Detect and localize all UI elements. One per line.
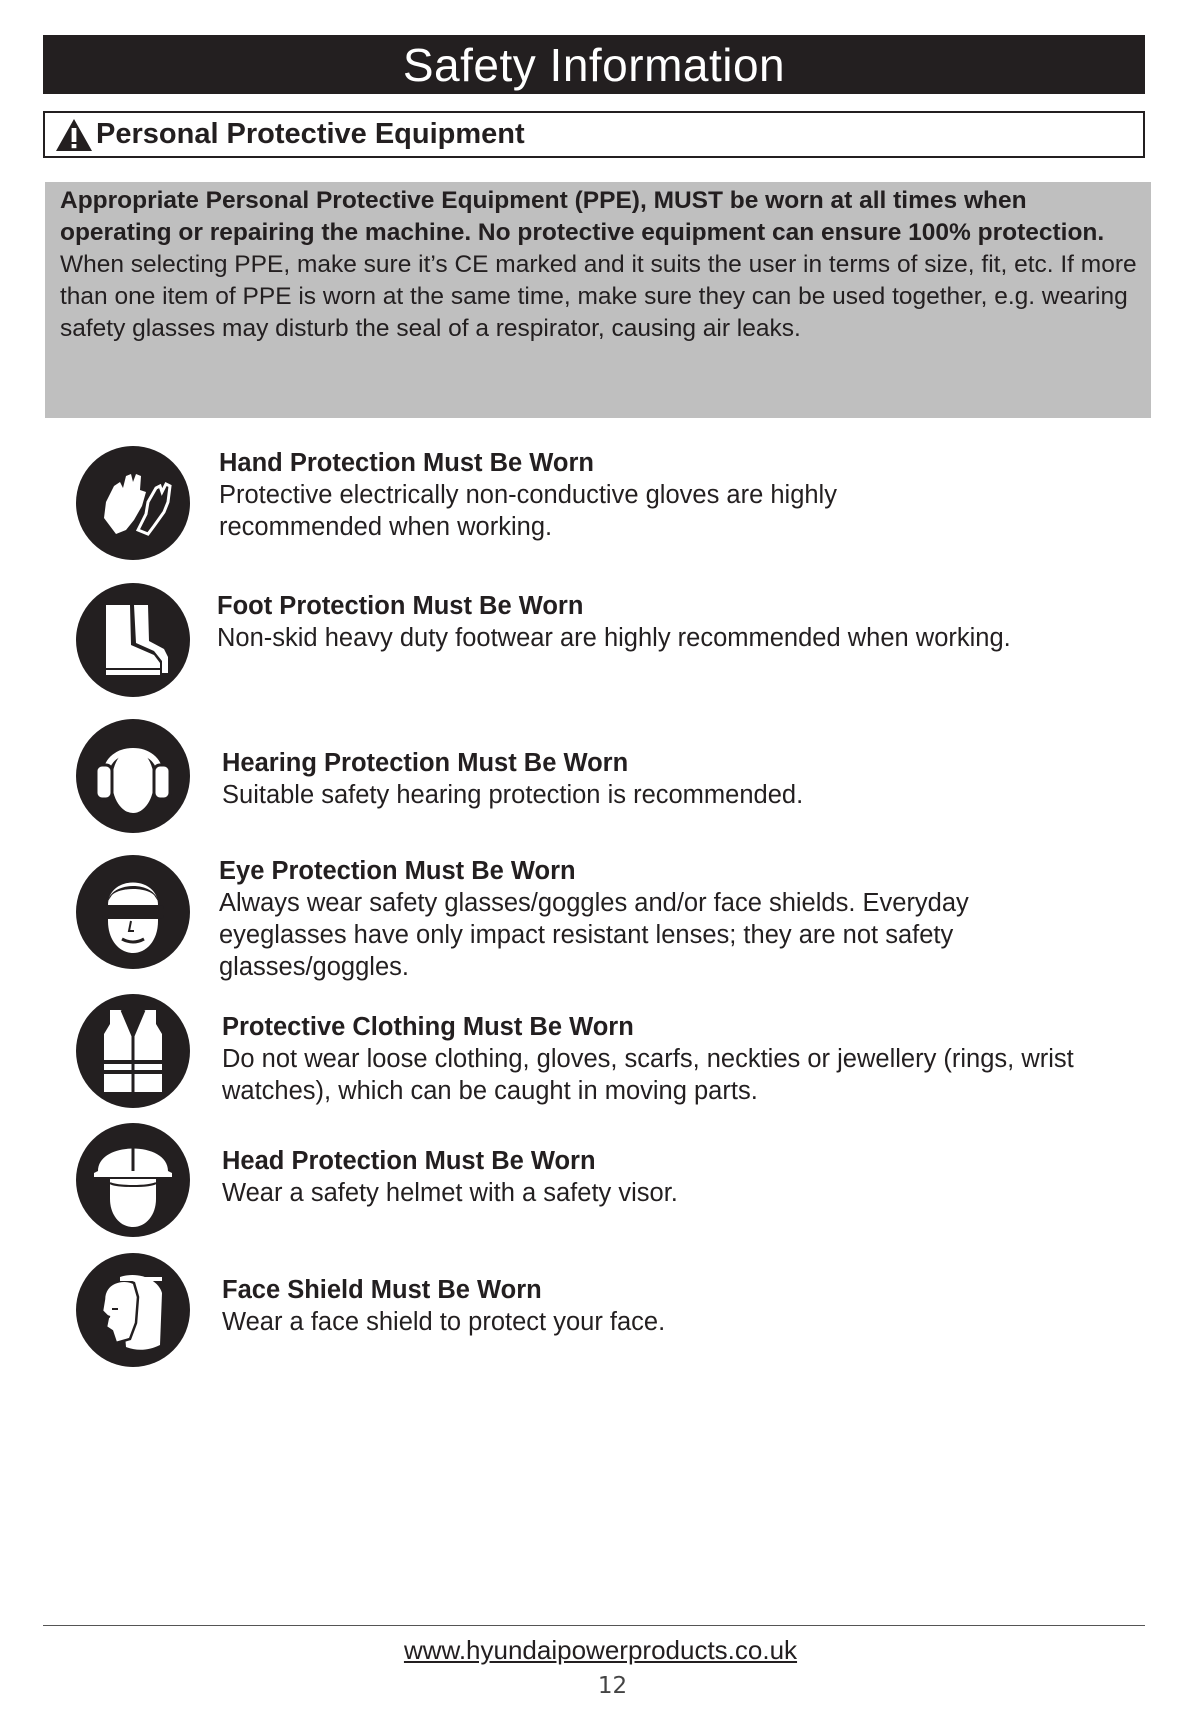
item-description: Always wear safety glasses/goggles and/or face shields. Everyday eyeglasses have only impact resistant lenses; they are not safety glasses/goggles. — [219, 889, 969, 981]
page-number: 12 — [597, 1673, 628, 1699]
item-description: Suitable safety hearing protection is recommended. — [222, 781, 804, 809]
footer-divider — [43, 1625, 1145, 1626]
ear-defenders-icon — [76, 719, 190, 833]
page-header — [43, 35, 1145, 94]
footer-website-link[interactable]: www.hyundaipowerproducts.co.uk — [403, 1635, 798, 1665]
notice-body-text: When selecting PPE, make sure it’s CE marked and it suits the user in terms of size, fit, etc. If more than one item of PPE is worn at the same time, make sure they can be used together, e.g. wearing safety glasses may disturb the seal of a respirator, causing air leaks. — [60, 251, 1137, 342]
safety-glasses-icon — [76, 855, 190, 969]
item-heading: Hearing Protection Must Be Worn — [222, 749, 629, 777]
item-heading: Eye Protection Must Be Worn — [219, 857, 576, 885]
ppe-notice — [45, 182, 1151, 418]
notice-bold-text: Appropriate Personal Protective Equipment (PPE), MUST be worn at all times when operating or repairing the machine. No protective equipment can ensure 100% protection. — [60, 187, 1105, 246]
item-heading: Face Shield Must Be Worn — [222, 1276, 542, 1304]
boot-icon — [76, 583, 190, 697]
item-heading: Head Protection Must Be Worn — [222, 1147, 596, 1175]
warning-triangle-icon — [55, 117, 93, 153]
item-description: Protective electrically non-conductive gloves are highly recommended when working. — [219, 481, 837, 541]
page-title: Safety Information — [402, 38, 786, 91]
item-heading: Foot Protection Must Be Worn — [217, 592, 584, 620]
item-description: Non-skid heavy duty footwear are highly recommended when working. — [217, 624, 1011, 652]
gloves-icon — [76, 446, 190, 560]
safety-vest-icon — [76, 994, 190, 1108]
section-title: Personal Protective Equipment — [96, 118, 525, 150]
item-description: Wear a face shield to protect your face. — [222, 1308, 666, 1336]
item-description: Do not wear loose clothing, gloves, scarfs, neckties or jewellery (rings, wrist watches), which can be caught in moving parts. — [222, 1045, 1074, 1105]
item-heading: Protective Clothing Must Be Worn — [222, 1013, 634, 1041]
section-heading — [43, 111, 1145, 158]
item-description: Wear a safety helmet with a safety visor. — [222, 1179, 678, 1207]
item-heading: Hand Protection Must Be Worn — [219, 449, 594, 477]
face-shield-icon — [76, 1253, 190, 1367]
hard-hat-icon — [76, 1123, 190, 1237]
